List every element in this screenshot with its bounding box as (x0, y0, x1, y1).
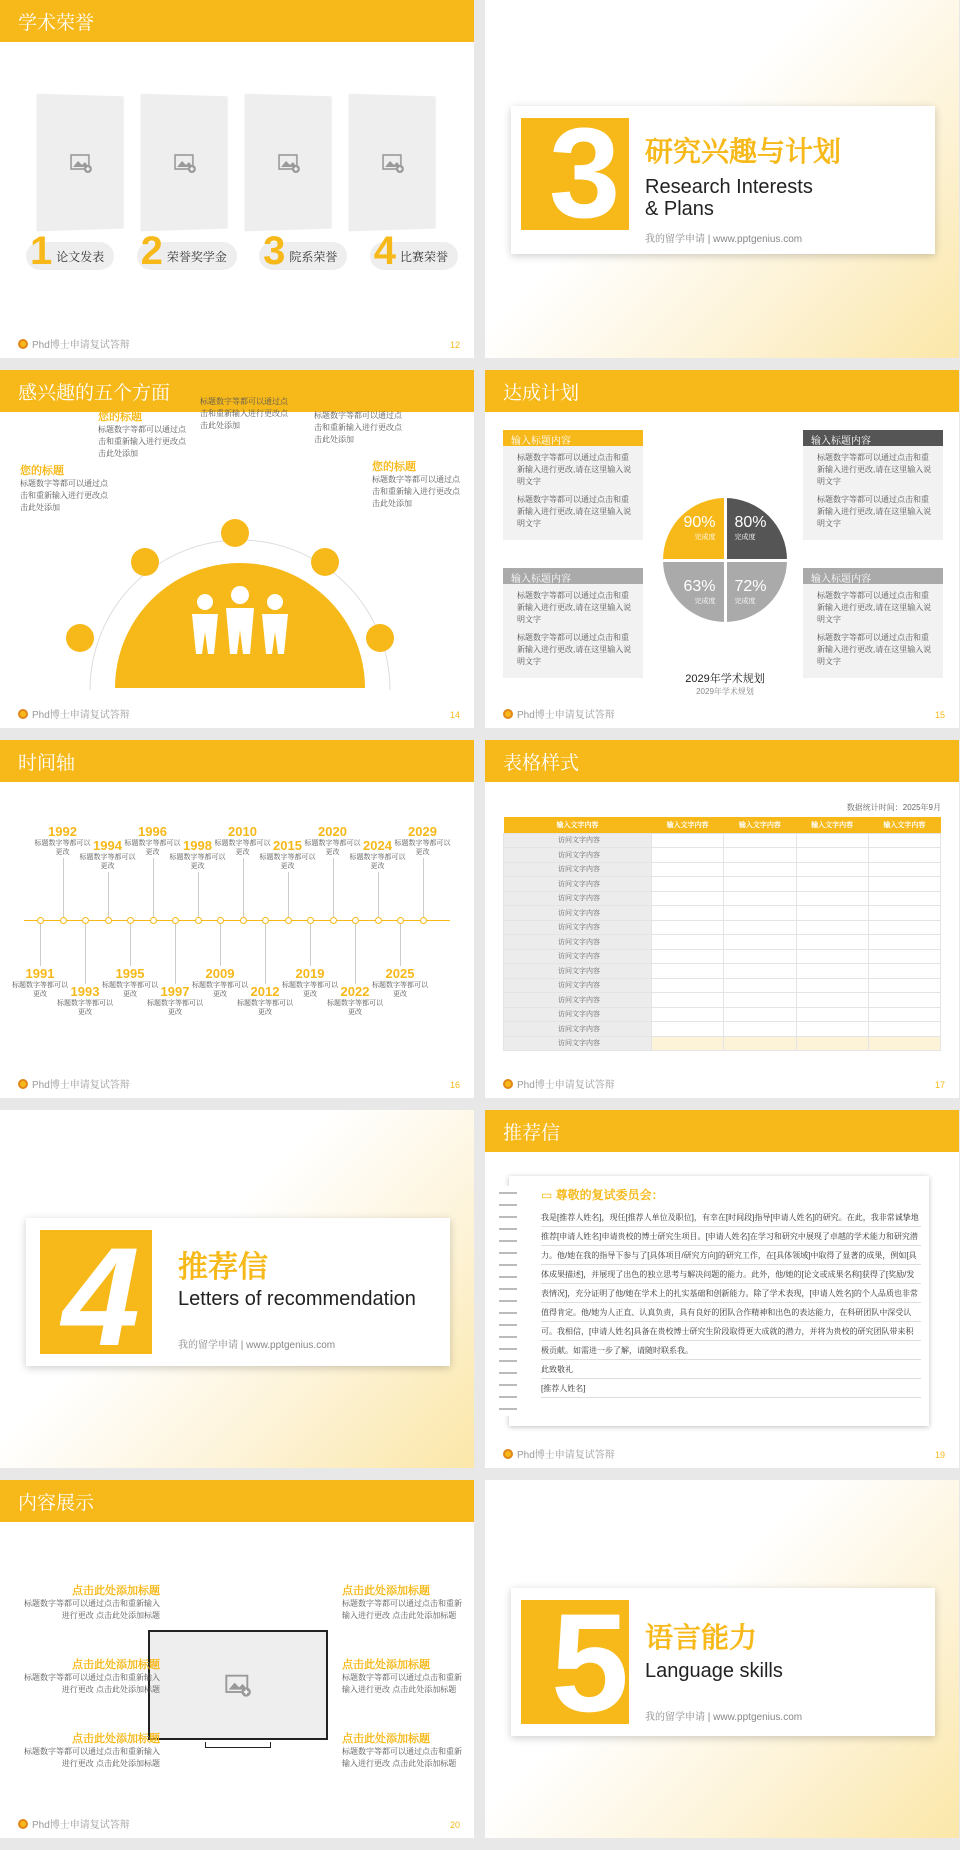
table-cell[interactable] (724, 964, 796, 979)
table-cell[interactable] (796, 1007, 868, 1022)
table-cell[interactable] (724, 1007, 796, 1022)
table-cell[interactable]: 访问文字内容 (504, 833, 652, 848)
table-cell[interactable] (796, 833, 868, 848)
pct-cell: 72% 完成度 (727, 562, 788, 623)
table-header: 输入文字内容 (556, 821, 599, 829)
timeline-dot (150, 917, 157, 924)
timeline-text: 标题数字等都可以更改 (192, 982, 248, 998)
table-cell[interactable] (796, 978, 868, 993)
timeline-year: 2024 (363, 838, 392, 853)
table-cell[interactable] (796, 1036, 868, 1051)
slide-title: 推荐信 (503, 1123, 561, 1144)
table-cell[interactable]: 访问文字内容 (504, 978, 652, 993)
table-cell[interactable] (652, 935, 724, 950)
page-number: 14 (449, 710, 460, 720)
plan-box: 输入标题内容 标题数字等都可以通过点击和重新输入进行更改,请在这里输入说明文字 标题数字等都可以通过点击和重新输入进行更改,请在这里输入说明文字 (503, 568, 643, 678)
table-cell[interactable] (796, 949, 868, 964)
table-cell[interactable] (796, 935, 868, 950)
image-placeholder[interactable] (245, 94, 332, 232)
table-cell[interactable] (796, 964, 868, 979)
table-row (504, 920, 941, 935)
table-cell[interactable] (868, 935, 940, 950)
timeline-connector (333, 858, 334, 920)
honor-item[interactable]: 3 院系荣誉 (259, 242, 347, 270)
timeline-dot (37, 917, 44, 924)
slide-header (0, 0, 474, 42)
timeline-text: 标题数字等都可以更改 (34, 840, 91, 856)
honor-item[interactable]: 4 比赛荣誉 (370, 242, 458, 270)
image-icon (69, 150, 93, 174)
table-cell[interactable] (652, 877, 724, 892)
timeline-connector (423, 858, 424, 920)
section-number: 5 (551, 1600, 629, 1724)
footer: Phd博士申请复试答辩 (18, 706, 130, 721)
table-cell[interactable] (652, 862, 724, 877)
slide-title: 内容展示 (18, 1493, 95, 1514)
table-cell[interactable] (868, 833, 940, 848)
table-cell[interactable] (724, 993, 796, 1008)
monitor-stand (205, 1742, 271, 1748)
section-site: 我的留学申请 | www.pptgenius.com (178, 1340, 336, 1351)
table-cell[interactable]: 访问文字内容 (504, 1022, 652, 1037)
table-cell[interactable] (652, 993, 724, 1008)
slide-table-style (485, 740, 959, 1098)
table-cell[interactable]: 访问文字内容 (504, 920, 652, 935)
content-block: 点击此处添加标题 标题数字等都可以通过点击和重新输入进行更改 点击此处添加标题 (342, 1733, 462, 1768)
page-number: 20 (449, 1820, 460, 1830)
data-table (503, 817, 941, 1051)
table-cell[interactable] (724, 906, 796, 921)
logo-icon (18, 1079, 28, 1089)
table-cell[interactable] (796, 848, 868, 863)
timeline-connector (355, 920, 356, 984)
letter-body: 我是[推荐人姓名]，现任[推荐人单位及职位]，有幸在[时间段]指导[申请人姓名]的研究。在此，我非常诚挚地推荐[申请人姓名]申请贵校的博士研究生项目。[申请人姓名]在学习和研究中展现了卓越的学术能力和研究潜力。他/她在我的指导下参与了[具体项目/研究方向]的研究工作，在[具体领域]中取得了显著的成果，例如[具体成果描述]，并展现了出色的独立思考与解决问题的能力。此外，他/她的[论文或成果名称]获得了[奖励/发表情况]，充分证明了他/她在学术上的扎实基础和创新能力。除了学术表现，[申请人姓名]的个人品质也非常值得肯定。他/她为人正直、认真负责，具有良好的团队合作精神和出色的表达能力，在科研团队中深受认可。我相信，[申请人姓名]具备在贵校博士研究生阶段取得更大成就的潜力，并将为贵校的研究团队带来积极贡献。如需进一步了解，请随时联系我。 此致敬礼 [推荐人姓名] (541, 1208, 921, 1398)
table-cell[interactable] (868, 1036, 940, 1051)
timeline-year: 2010 (228, 824, 257, 839)
content-block: 点击此处添加标题 标题数字等都可以通过点击和重新输入进行更改 点击此处添加标题 (24, 1733, 160, 1768)
pct-cell: 80% 完成度 (727, 498, 788, 559)
table-cell[interactable] (652, 949, 724, 964)
timeline-year: 2009 (205, 966, 235, 981)
timeline-dot (105, 917, 112, 924)
table-row (504, 978, 941, 993)
page-number: 15 (934, 710, 945, 720)
pct-cell: 63% 完成度 (663, 562, 724, 623)
section-card (511, 1588, 935, 1736)
table-cell[interactable] (652, 848, 724, 863)
timeline-text: 标题数字等都可以更改 (169, 854, 226, 870)
plan-box: 输入标题内容 标题数字等都可以通过点击和重新输入进行更改,请在这里输入说明文字 标题数字等都可以通过点击和重新输入进行更改,请在这里输入说明文字 (803, 430, 943, 540)
timeline-connector (130, 920, 131, 966)
table-cell[interactable] (724, 1036, 796, 1051)
table-cell[interactable] (868, 862, 940, 877)
timeline-connector (63, 858, 64, 920)
timeline-text: 标题数字等都可以更改 (12, 982, 68, 998)
timeline-dot (60, 917, 67, 924)
timeline-text: 标题数字等都可以更改 (79, 854, 136, 870)
slide-title: 时间轴 (18, 753, 76, 774)
section-subtitle-en: Letters of recommendation (178, 1288, 416, 1310)
footer: Phd博士申请复试答辩 (503, 706, 615, 721)
table-cell[interactable] (652, 833, 724, 848)
table-cell[interactable] (796, 1022, 868, 1037)
table-cell[interactable]: 访问文字内容 (504, 877, 652, 892)
footer: Phd博士申请复试答辩 (503, 1446, 615, 1461)
slide-header (485, 370, 959, 412)
content-block: 点击此处添加标题 标题数字等都可以通过点击和重新输入进行更改 点击此处添加标题 (24, 1659, 160, 1694)
section-subtitle-en-2: & Plans (645, 198, 714, 220)
section-title: 推荐信 (178, 1251, 268, 1284)
timeline-text: 标题数字等都可以更改 (372, 982, 428, 998)
table-row (504, 906, 941, 921)
section-number-block (40, 1230, 152, 1354)
section-title: 研究兴趣与计划 (645, 136, 842, 167)
table-cell[interactable] (724, 848, 796, 863)
slide-section-3 (485, 0, 959, 358)
timeline-item-top (395, 824, 451, 857)
table-row (504, 1022, 941, 1037)
table-cell[interactable] (724, 877, 796, 892)
table-cell[interactable] (796, 877, 868, 892)
table-cell[interactable] (652, 978, 724, 993)
page-number: 12 (449, 340, 460, 350)
table-cell[interactable]: 访问文字内容 (504, 935, 652, 950)
table-cell[interactable] (724, 1022, 796, 1037)
timeline-connector (175, 920, 176, 984)
image-placeholder[interactable] (349, 94, 436, 232)
timeline-year: 1991 (25, 966, 55, 981)
table-cell[interactable] (652, 1007, 724, 1022)
section-number: 4 (62, 1230, 140, 1354)
timeline-year: 1997 (160, 984, 190, 999)
table-cell[interactable] (868, 906, 940, 921)
table-row (504, 891, 941, 906)
timeline-year: 2029 (408, 824, 437, 839)
timeline-year: 1996 (138, 824, 167, 839)
timeline-year: 2015 (273, 838, 302, 853)
table-cell[interactable]: 访问文字内容 (504, 949, 652, 964)
table-cell[interactable]: 访问文字内容 (504, 993, 652, 1008)
logo-icon (503, 1449, 513, 1459)
topic-block: 您的标题 标题数字等都可以通过点击和重新输入进行更改点击此处添加 (314, 397, 402, 444)
table-cell[interactable] (868, 964, 940, 979)
table-row (504, 848, 941, 863)
timeline-text: 标题数字等都可以更改 (327, 1000, 383, 1016)
section-number: 3 (549, 118, 621, 230)
progress-quad (663, 498, 787, 622)
table-cell[interactable] (724, 833, 796, 848)
timeline-text: 标题数字等都可以更改 (282, 982, 338, 998)
timeline-text: 标题数字等都可以更改 (394, 840, 451, 856)
timeline-connector (85, 920, 86, 984)
section-site: 我的留学申请 | www.pptgenius.com (645, 1712, 803, 1723)
table-row (504, 877, 941, 892)
slide-title: 感兴趣的五个方面 (18, 383, 171, 404)
table-cell[interactable] (868, 920, 940, 935)
timeline-text: 标题数字等都可以更改 (147, 1000, 203, 1016)
content-block: 点击此处添加标题 标题数字等都可以通过点击和重新输入进行更改 点击此处添加标题 (24, 1585, 160, 1620)
timeline-connector (378, 872, 379, 920)
table-row (504, 862, 941, 877)
timeline-dot (330, 917, 337, 924)
table-cell[interactable] (652, 964, 724, 979)
table-row (504, 1036, 941, 1051)
logo-icon (18, 339, 28, 349)
timeline-connector (220, 920, 221, 966)
table-row (504, 1007, 941, 1022)
timeline-year: 1995 (115, 966, 145, 981)
table-cell[interactable] (868, 993, 940, 1008)
timeline-text: 标题数字等都可以更改 (57, 1000, 113, 1016)
table-cell[interactable] (724, 935, 796, 950)
table-cell[interactable] (868, 949, 940, 964)
table-cell[interactable] (796, 920, 868, 935)
image-placeholder[interactable] (37, 94, 124, 232)
timeline-dot (420, 917, 427, 924)
timeline-dot (307, 917, 314, 924)
image-placeholder[interactable] (141, 94, 228, 232)
topic-block: 您的标题 标题数字等都可以通过点击和重新输入进行更改点击此处添加 (20, 465, 108, 512)
timeline-dot (262, 917, 269, 924)
timeline-connector (265, 920, 266, 984)
content-block: 点击此处添加标题 标题数字等都可以通过点击和重新输入进行更改 点击此处添加标题 (342, 1585, 462, 1620)
content-block: 点击此处添加标题 标题数字等都可以通过点击和重新输入进行更改 点击此处添加标题 (342, 1659, 462, 1694)
plan-box: 输入标题内容 标题数字等都可以通过点击和重新输入进行更改,请在这里输入说明文字 标题数字等都可以通过点击和重新输入进行更改,请在这里输入说明文字 (803, 568, 943, 678)
table-row (504, 833, 941, 848)
timeline-connector (400, 920, 401, 966)
letter-greeting: ▭ 尊敬的复试委员会： (541, 1188, 664, 1202)
timeline-year: 1998 (183, 838, 212, 853)
timeline-text: 标题数字等都可以更改 (349, 854, 406, 870)
timeline-year: 1992 (48, 824, 77, 839)
timeline-connector (243, 858, 244, 920)
footer: Phd博士申请复试答辩 (18, 1076, 130, 1091)
footer: Phd博士申请复试答辩 (503, 1076, 615, 1091)
table-cell[interactable] (652, 920, 724, 935)
footer: Phd博士申请复试答辩 (18, 1816, 130, 1831)
timeline-connector (40, 920, 41, 966)
timeline-year: 1994 (93, 838, 122, 853)
slide-section-4 (0, 1110, 474, 1468)
letter-card (509, 1176, 929, 1426)
timeline-item-bottom (372, 966, 428, 999)
image-icon (224, 1671, 252, 1699)
topic-block: 您的标题 标题数字等都可以通过点击和重新输入进行更改点击此处添加 (98, 411, 186, 458)
section-subtitle-en: Language skills (645, 1660, 783, 1682)
table-cell[interactable] (724, 862, 796, 877)
table-cell[interactable] (796, 891, 868, 906)
table-header: 输入文字内容 (738, 821, 781, 829)
section-card (26, 1218, 450, 1366)
table-cell[interactable] (652, 891, 724, 906)
table-row (504, 935, 941, 950)
table-cell[interactable] (868, 1022, 940, 1037)
table-cell[interactable]: 访问文字内容 (504, 848, 652, 863)
timeline-connector (288, 872, 289, 920)
slide-section-5 (485, 1480, 959, 1838)
pct-cell: 90% 完成度 (663, 498, 724, 559)
image-icon (173, 150, 197, 174)
table-cell[interactable] (796, 906, 868, 921)
table-cell[interactable]: 访问文字内容 (504, 891, 652, 906)
timeline-text: 标题数字等都可以更改 (102, 982, 158, 998)
table-cell[interactable] (652, 1022, 724, 1037)
timeline-text: 标题数字等都可以更改 (124, 840, 181, 856)
monitor-placeholder[interactable] (148, 1630, 328, 1740)
table-header: 输入文字内容 (883, 821, 926, 829)
plan-caption: 2029年学术规划 2029年学术规划 (685, 673, 765, 696)
slide-academic-honors (0, 0, 474, 358)
table-row (504, 949, 941, 964)
honors-list (26, 228, 458, 273)
image-icon (277, 150, 301, 174)
table-cell[interactable] (796, 993, 868, 1008)
timeline-text: 标题数字等都可以更改 (237, 1000, 293, 1016)
slide-title: 学术荣誉 (18, 13, 95, 34)
plan-box: 输入标题内容 标题数字等都可以通过点击和重新输入进行更改,请在这里输入说明文字 标题数字等都可以通过点击和重新输入进行更改,请在这里输入说明文字 (503, 430, 643, 540)
slide-content-display (0, 1480, 474, 1838)
table-header: 输入文字内容 (666, 821, 709, 829)
timeline-dot (375, 917, 382, 924)
slide-five-interests (0, 370, 474, 728)
table-cell[interactable]: 访问文字内容 (504, 906, 652, 921)
table-cell[interactable] (868, 891, 940, 906)
table-cell[interactable] (868, 877, 940, 892)
page-number: 17 (934, 1080, 945, 1090)
spiral-binding (499, 1186, 517, 1416)
slide-timeline (0, 740, 474, 1098)
table-cell[interactable] (724, 920, 796, 935)
table-row (504, 964, 941, 979)
timeline-year: 2022 (340, 984, 370, 999)
section-card (511, 106, 935, 254)
timeline-text: 标题数字等都可以更改 (259, 854, 316, 870)
table-cell[interactable] (724, 891, 796, 906)
timeline-dot (195, 917, 202, 924)
slide-header (485, 740, 959, 782)
table-cell[interactable]: 访问文字内容 (504, 862, 652, 877)
timeline-year: 2012 (250, 984, 280, 999)
table-cell[interactable] (652, 906, 724, 921)
table-note: 数据统计时间：2025年9月 (846, 803, 941, 812)
timeline-year: 1993 (70, 984, 100, 999)
timeline-dot (352, 917, 359, 924)
logo-icon (18, 1819, 28, 1829)
table-cell[interactable] (868, 1007, 940, 1022)
timeline-dot (127, 917, 134, 924)
timeline-dot (285, 917, 292, 924)
timeline-connector (108, 872, 109, 920)
timeline-connector (153, 858, 154, 920)
timeline-year: 2025 (385, 966, 415, 981)
logo-icon (503, 709, 513, 719)
timeline-dot (172, 917, 179, 924)
honor-item[interactable]: 2 荣誉奖学金 (137, 242, 237, 270)
timeline-connector (198, 872, 199, 920)
page-number: 19 (934, 1450, 945, 1460)
table-cell[interactable] (724, 949, 796, 964)
table-cell[interactable]: 访问文字内容 (504, 964, 652, 979)
timeline-dot (82, 917, 89, 924)
topic-block: 您的标题 标题数字等都可以通过点击和重新输入进行更改点击此处添加 (372, 461, 460, 508)
footer: Phd博士申请复试答辩 (18, 336, 130, 351)
slide-header (0, 740, 474, 782)
table-cell[interactable] (724, 978, 796, 993)
timeline-dot (397, 917, 404, 924)
table-row (504, 993, 941, 1008)
section-site: 我的留学申请 | www.pptgenius.com (645, 234, 803, 245)
slide-recommendation (485, 1110, 959, 1468)
slide-title: 表格样式 (503, 753, 580, 774)
honor-item[interactable]: 1 论文发表 (26, 242, 114, 270)
slide-achievement-plan (485, 370, 959, 728)
table-cell[interactable] (868, 848, 940, 863)
table-cell[interactable] (796, 862, 868, 877)
logo-icon (503, 1079, 513, 1089)
section-number-block (521, 118, 629, 230)
image-icon (381, 150, 405, 174)
slide-title: 达成计划 (503, 383, 580, 404)
timeline-text: 标题数字等都可以更改 (214, 840, 271, 856)
section-title: 语言能力 (645, 1622, 758, 1653)
timeline-year: 2020 (318, 824, 347, 839)
table-header: 输入文字内容 (811, 821, 854, 829)
section-number-block (521, 1600, 629, 1724)
page-number: 16 (449, 1080, 460, 1090)
slide-header (0, 1480, 474, 1522)
table-cell[interactable]: 访问文字内容 (504, 1036, 652, 1051)
timeline-year: 2019 (295, 966, 325, 981)
timeline-text: 标题数字等都可以更改 (304, 840, 361, 856)
slide-header (485, 1110, 959, 1152)
timeline-dot (217, 917, 224, 924)
timeline-connector (310, 920, 311, 966)
table-cell[interactable] (652, 1036, 724, 1051)
topic-block: 您的标题 标题数字等都可以通过点击和重新输入进行更改点击此处添加 (200, 383, 288, 430)
timeline-dot (240, 917, 247, 924)
section-subtitle-en-1: Research Interests (645, 176, 813, 198)
table-cell[interactable]: 访问文字内容 (504, 1007, 652, 1022)
logo-icon (18, 709, 28, 719)
table-cell[interactable] (868, 978, 940, 993)
